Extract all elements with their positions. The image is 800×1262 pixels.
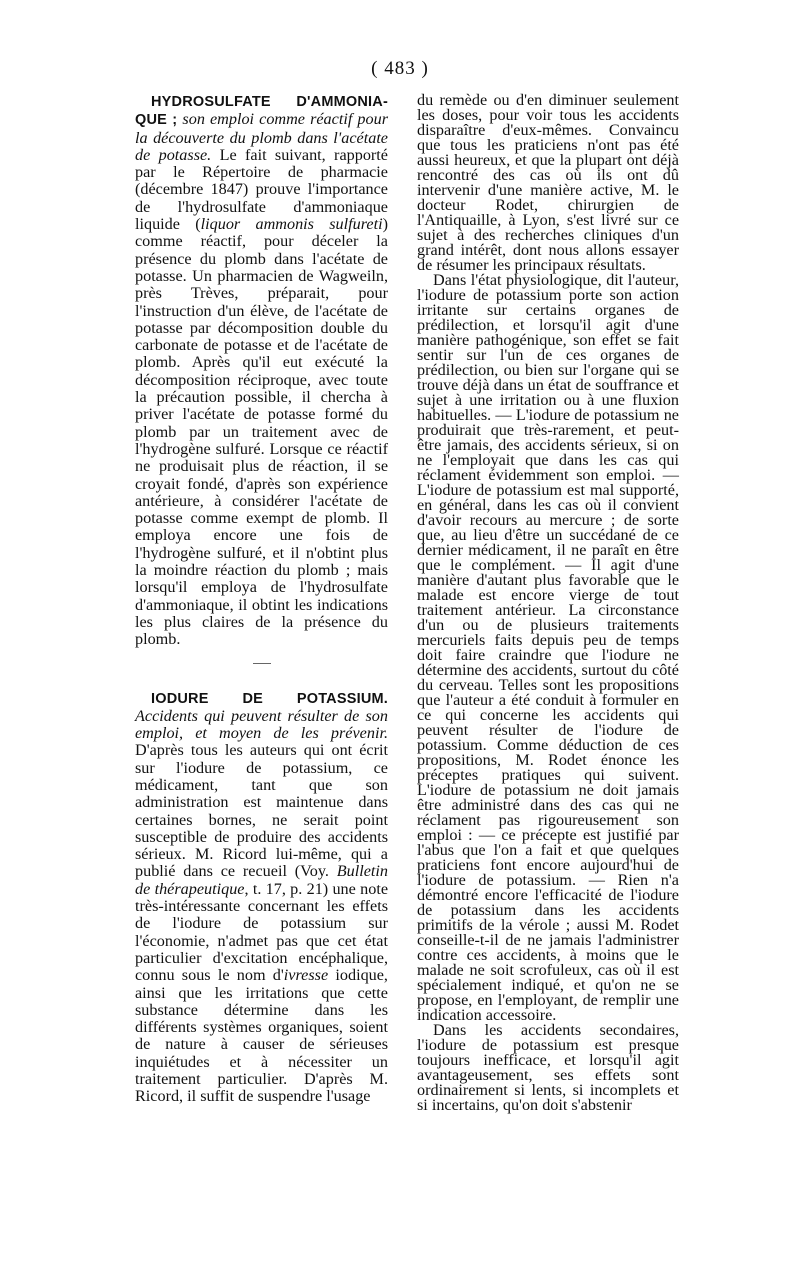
paragraph-accidents-secondaires: Dans les accidents secondaires, l'iodure de potassium est presque toujours inefficace, et lorsqu'il agit avantageusement, ses effets sont ordinairement si lents, si incomplets et si incertains, qu'on doit s'abstenir — [417, 1021, 679, 1114]
article-body: , t. 17, p. 21) une note très-intéressante concernant les effets de l'iodure de potassium sur l'économie, n'admet pas que cet état particulier d'excitation encéphalique, connu sous le nom d' — [135, 879, 388, 985]
article-headword: IODURE DE POTASSIUM. — [151, 690, 388, 707]
section-divider — [253, 663, 271, 664]
article-body: D'après tous les auteurs qui ont écrit sur l'iodure de potassium, ce médicament, tant que son administration est maintenue dans certaines bornes, ne serait point susceptible de produire des accidents sérieux. M. Ricord lui-même, qui a publié dans ce recueil (Voy. — [135, 741, 388, 881]
article-subtitle: son emploi comme réactif pour la découverte du plomb dans l'acétate de potasse. — [135, 110, 388, 164]
article-headword: HYDROSULFATE D'AMMONIA-QUE ; — [135, 94, 388, 129]
page-number: ( 483 ) — [371, 58, 429, 79]
latin-term: liquor ammonis sulfureti — [200, 215, 383, 234]
right-column — [417, 93, 679, 1113]
article-body-continued: iodique, ainsi que les irritations que cette substance détermine dans les différents systèmes organiques, soient de nature à causer de sérieuses inquiétudes et à nécessiter un traitement particulier. D'après M. Ricord, il suffit de suspendre l'usage — [135, 966, 388, 1106]
left-column — [135, 93, 388, 1106]
article-hydrosulfate — [135, 93, 388, 649]
paragraph-continued: du remède ou d'en diminuer seulement les doses, pour voir tous les accidents disparaître d'eux-mêmes. Convaincu que tous les praticiens n'ont pas été aussi heureux, et que la plupart ont déjà rencontré des cas où ils ont dû intervenir d'une manière active, M. le docteur Rodet, chirurgien de l'Antiquaille, à Lyon, s'est livré sur ce sujet à des recherches cliniques d'un grand intérêt, dont nous allons essayer de résumer les principaux résultats. — [417, 91, 679, 274]
article-subtitle: Accidents qui peuvent résulter de son emploi, et moyen de les prévenir. — [135, 706, 388, 743]
journal-title: Bulletin de thérapeutique — [135, 862, 388, 898]
italic-term: ivresse — [283, 966, 329, 985]
article-body: Le fait suivant, rapporté par le Répertoire de pharmacie (décembre 1847) prouve l'importance de l'hydrosulfate d'ammoniaque liquide ( — [135, 145, 388, 234]
article-body: ) comme réactif, pour déceler la présence du plomb dans l'acétate de potasse. Un pharmacien de Wagweiln, près Trèves, préparait, pour l'instruction d'un élève, de l'acétate de potasse par décomposition double du carbonate de potasse et de l'acétate de plomb. Après qu'il eut exécuté la décomposition réciproque, avec toute la précaution possible, il chercha à priver l'acétate de potasse formé du plomb par un traitement avec de l'hydrogène sulfuré. Lorsque ce réactif ne produisait plus de réaction, il se croyait fondé, d'après son expérience antérieure, à considérer l'acétate de potasse comme exempt de plomb. Il employa encore une fois de l'hydrogène sulfuré, et il n'obtint plus la moindre réaction du plomb ; mais lorsqu'il employa de l'hydrosulfate d'ammoniaque, il obtint les indications les plus claires de la présence du plomb. — [135, 215, 388, 649]
article-iodure — [135, 690, 388, 1106]
paragraph-physiologique: Dans l'état physiologique, dit l'auteur, l'iodure de potassium porte son action irritante sur certains organes de prédilection, et lorsqu'il agit d'une manière pathogénique, son effet se fait sentir sur l'un de ces organes de prédilection, ou bien sur l'organe qui se trouve déjà dans un état de souffrance et sujet à une irritation ou à une fluxion habituelles. — L'iodure de potassium ne produirait que très-rarement, et peut-être jamais, des accidents sérieux, si on ne l'employait que dans les cas qui réclament évidemment son emploi. — L'iodure de potassium est mal supporté, en général, dans les cas où il convient d'avoir recours au mercure ; de sorte que, au lieu d'être un succédané de ce dernier médicament, il ne paraît en être que le complément. — Il agit d'une manière d'autant plus favorable que le malade est encore vierge de tout traitement antérieur. La circonstance d'un ou de plusieurs traitements mercuriels faits depuis peu de temps doit faire craindre que l'iodure ne détermine des accidents, surtout du côté du cerveau. Telles sont les propositions que l'auteur a été conduit à formuler en ce qui concerne les accidents qui peuvent résulter de l'iodure de potassium. Comme déduction de ces propositions, M. Rodet énonce les préceptes pratiques qui suivent. L'iodure de potassium ne doit jamais être administré dans des cas qui ne réclament pas rigoureusement son emploi : — ce précepte est justifié par l'abus que l'on a fait et que quelques praticiens font encore aujourd'hui de l'iodure de potassium. — Rien n'a démontré encore l'efficacité de l'iodure de potassium dans les accidents primitifs de la vérole ; aussi M. Rodet conseille-t-il de ne jamais l'administrer contre ces accidents, à moins que le malade ne soit scrofuleux, cas où il est spécialement indiqué, et qu'on ne se propose, en l'employant, de remplir une indication accessoire. — [417, 271, 679, 1024]
